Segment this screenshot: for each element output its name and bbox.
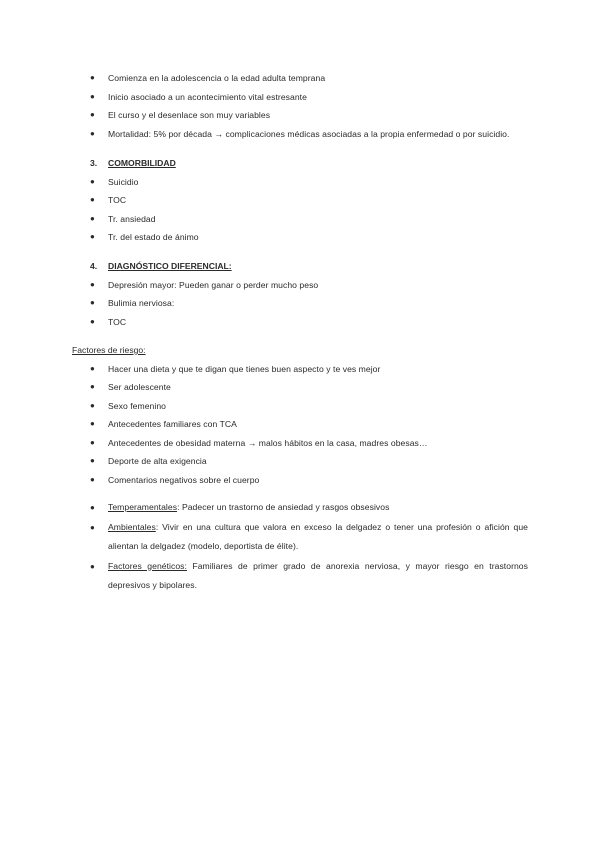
comorbilidad-list <box>0 173 600 247</box>
list-item: ● Antecedentes familiares con TCA <box>0 415 600 434</box>
bullet-icon: ● <box>90 561 95 571</box>
section-heading <box>0 257 600 276</box>
factores-section <box>0 341 600 489</box>
section-heading <box>0 154 600 173</box>
diagnostico-list <box>0 276 600 332</box>
list-item: ● TOC <box>0 313 600 332</box>
list-item: ● Suicidio <box>0 173 600 192</box>
list-item: ● Inicio asociado a un acontecimiento vital estresante <box>0 88 600 107</box>
bullet-icon: ● <box>90 195 95 204</box>
list-item: ● Factores genéticos: Familiares de primer grado de anorexia nerviosa, y mayor riesgo en trastornos depresivos y bipolares. <box>0 557 600 596</box>
bullet-icon: ● <box>90 176 95 186</box>
list-item: ● Ser adolescente <box>0 378 600 397</box>
factores-title: Factores de riesgo: <box>72 345 146 355</box>
list-item: ● Bulimia nerviosa: <box>0 294 600 313</box>
bullet-icon: ● <box>90 213 95 223</box>
list-item: ● Temperamentales: Padecer un trastorno de ansiedad y rasgos obsesivos <box>0 498 600 518</box>
bullet-icon: ● <box>90 128 95 138</box>
list-item: ● Tr. del estado de ánimo <box>0 228 600 247</box>
factores-tipos-list <box>0 498 600 596</box>
bullet-icon: ● <box>90 400 95 410</box>
bullet-icon: ● <box>90 279 95 289</box>
bullet-icon: ● <box>90 437 95 447</box>
list-item: ● Hacer una dieta y que te digan que tienes buen aspecto y te ves mejor <box>0 360 600 379</box>
heading-number: 3. <box>90 158 98 168</box>
bullet-icon: ● <box>90 298 95 307</box>
bullet-icon: ● <box>90 503 95 512</box>
list-item: ● Antecedentes de obesidad materna → malos hábitos en la casa, madres obesas… <box>0 434 600 453</box>
list-item: ● TOC <box>0 191 600 210</box>
bullet-icon: ● <box>90 456 95 465</box>
curso-list <box>0 69 600 143</box>
factor-label: Ambientales <box>108 521 156 532</box>
bullet-icon: ● <box>90 522 95 532</box>
list-item: ● Mortalidad: 5% por década → complicaciones médicas asociadas a la propia enfermedad o por suicidio. <box>0 125 600 144</box>
bullet-icon: ● <box>90 91 95 101</box>
list-item: ● Tr. ansiedad <box>0 210 600 229</box>
list-item: ● Comentarios negativos sobre el cuerpo <box>0 471 600 490</box>
list-item: ● Ambientales: Vivir en una cultura que valora en exceso la delgadez o tener una profesión o afición que alientan la delgadez (modelo, deportista de élite). <box>0 518 600 557</box>
bullet-icon: ● <box>90 382 95 391</box>
heading-title: COMORBILIDAD <box>108 158 176 168</box>
list-item: ● Depresión mayor: Pueden ganar o perder mucho peso <box>0 276 600 295</box>
bullet-icon: ● <box>90 73 95 82</box>
list-item: ● Sexo femenino <box>0 397 600 416</box>
heading-number: 4. <box>90 261 98 271</box>
diagnostico-section <box>0 257 600 331</box>
bullet-icon: ● <box>90 110 95 119</box>
bullet-icon: ● <box>90 232 95 241</box>
factor-label: Factores genéticos: <box>108 560 187 571</box>
bullet-icon: ● <box>90 316 95 326</box>
factores-list <box>0 360 600 490</box>
heading-title: DIAGNÓSTICO DIFERENCIAL: <box>108 261 232 271</box>
curso-section <box>0 69 600 143</box>
bullet-icon: ● <box>90 474 95 484</box>
bullet-icon: ● <box>90 363 95 373</box>
list-item: ● Comienza en la adolescencia o la edad adulta temprana <box>0 69 600 88</box>
factor-label: Temperamentales <box>108 502 178 512</box>
bullet-icon: ● <box>90 419 95 428</box>
factores-tipos-section <box>0 498 600 596</box>
comorbilidad-section <box>0 154 600 247</box>
list-item: ● Deporte de alta exigencia <box>0 452 600 471</box>
list-item: ● El curso y el desenlace son muy variables <box>0 106 600 125</box>
